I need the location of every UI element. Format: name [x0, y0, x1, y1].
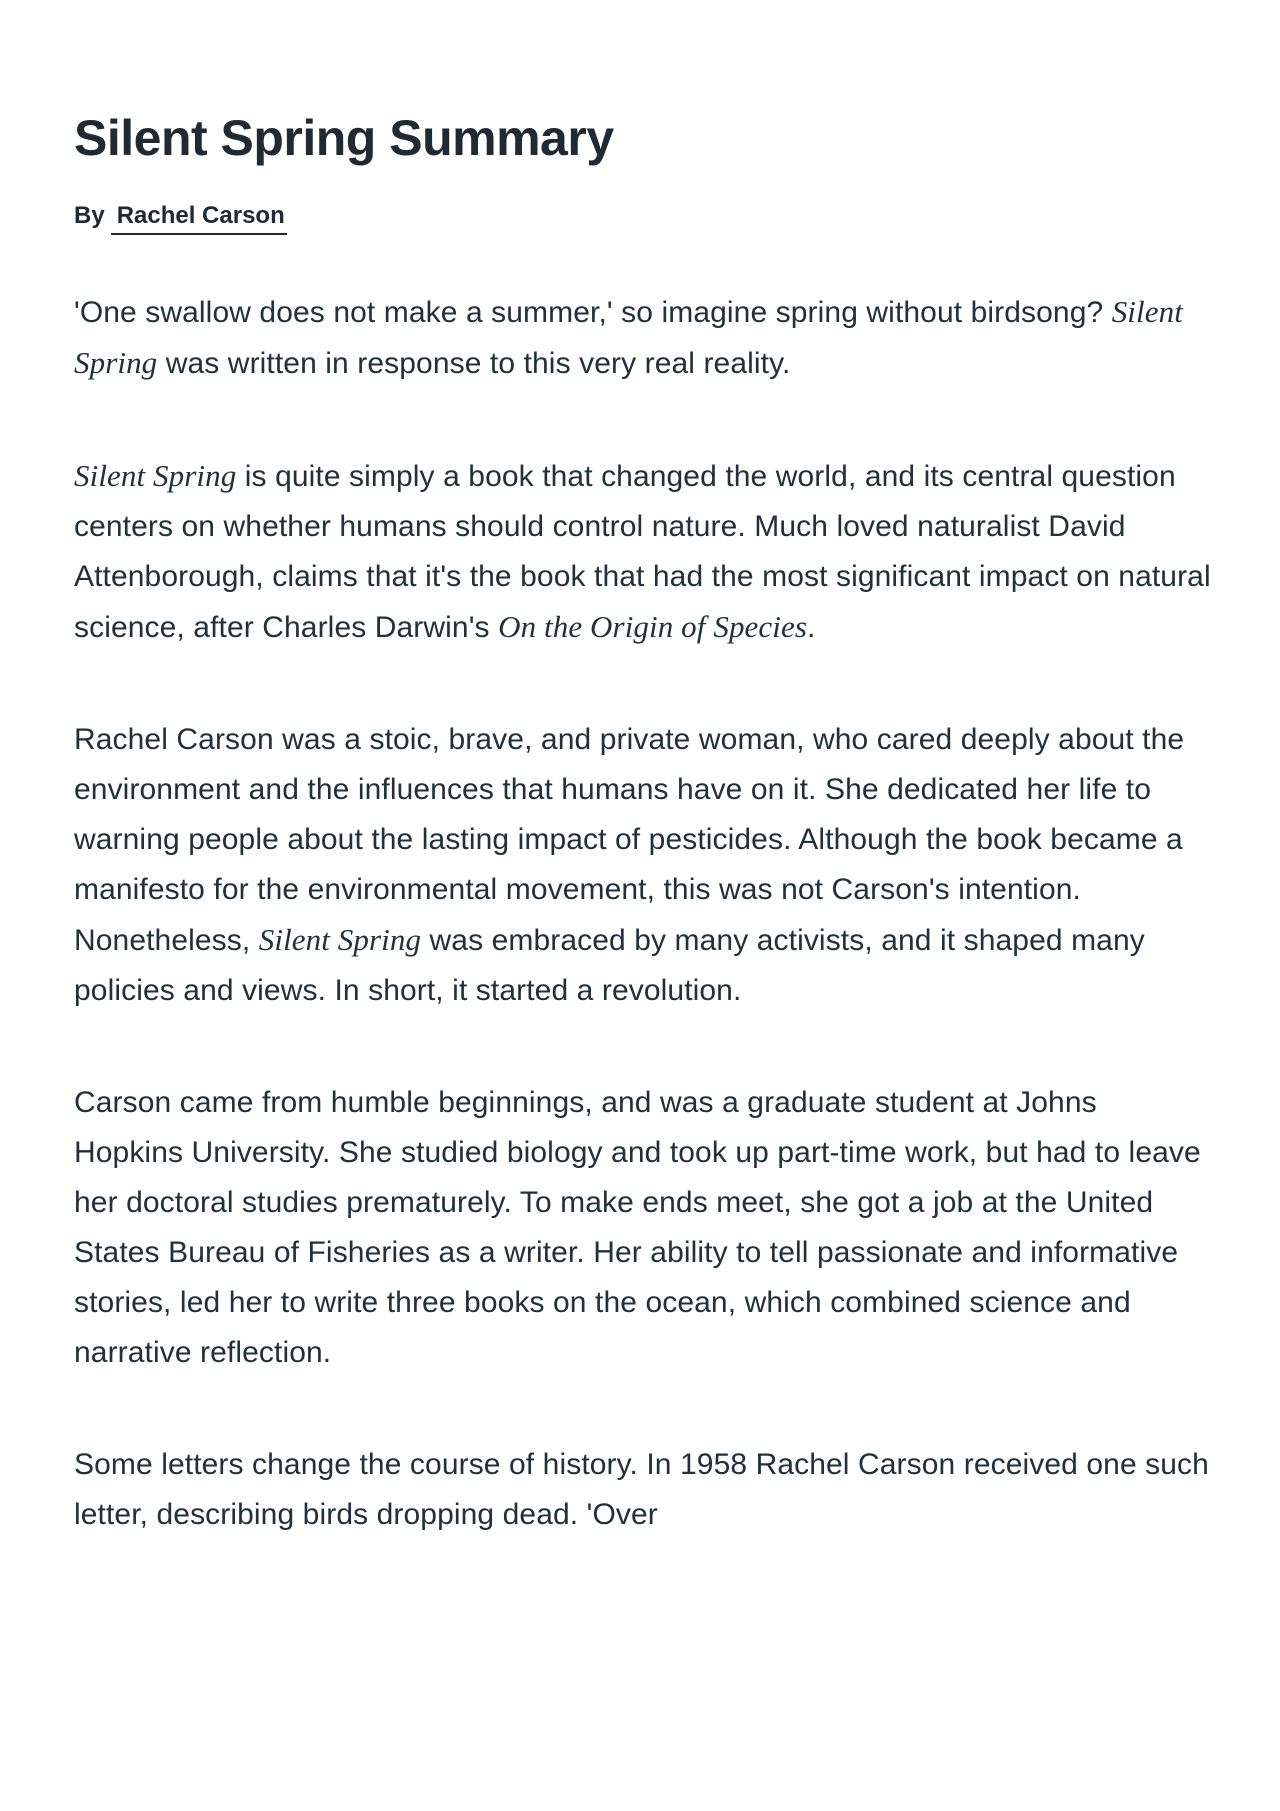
book-title: Silent Spring	[74, 458, 237, 493]
book-title: Silent Spring	[74, 294, 1183, 380]
paragraph-text: 'One swallow does not make a summer,' so imagine spring without birdsong?	[74, 296, 1112, 329]
paragraph-text: .	[807, 611, 816, 644]
paragraph-2	[74, 451, 1214, 653]
book-title: Silent Spring	[258, 922, 422, 957]
byline	[74, 201, 1214, 235]
paragraph-text: Some letters change the course of history. In 1958 Rachel Carson received one such letter, describing birds dropping dead. 'Over	[74, 1448, 1209, 1531]
paragraph-5	[74, 1440, 1214, 1540]
paragraph-4	[74, 1078, 1214, 1378]
article	[74, 108, 1214, 1540]
byline-label: By	[74, 202, 105, 229]
paragraph-text: Rachel Carson was a stoic, brave, and private woman, who cared deeply about the environment and the influences that humans have on it. She dedicated her life to warning people about the lasting impact of pesticides. Although the book became a manifesto for the environmental movement, this was not Carson's intention. Nonetheless,	[74, 723, 1185, 957]
article-body	[74, 287, 1214, 1540]
paragraph-text: was written in response to this very real reality.	[157, 347, 791, 380]
page-title: Silent Spring Summary	[74, 110, 614, 166]
paragraph-1	[74, 287, 1214, 389]
paragraph-3	[74, 715, 1214, 1016]
paragraph-text: was embraced by many activists, and it shaped many policies and views. In short, it started a revolution.	[74, 924, 1145, 1007]
author-link[interactable]: Rachel Carson	[111, 201, 287, 235]
book-title: On the Origin of Species	[498, 609, 807, 644]
paragraph-text: Carson came from humble beginnings, and was a graduate student at Johns Hopkins University. She studied biology and took up part-time work, but had to leave her doctoral studies prematurely. To make ends meet, she got a job at the United States Bureau of Fisheries as a writer. Her ability to tell passionate and informative stories, led her to write three books on the ocean, which combined science and narrative reflection.	[74, 1086, 1201, 1369]
paragraph-text: is quite simply a book that changed the world, and its central question centers on whether humans should control nature. Much loved naturalist David Attenborough, claims that it's the book that had the most significant impact on natural science, after Charles Darwin's	[74, 460, 1211, 644]
